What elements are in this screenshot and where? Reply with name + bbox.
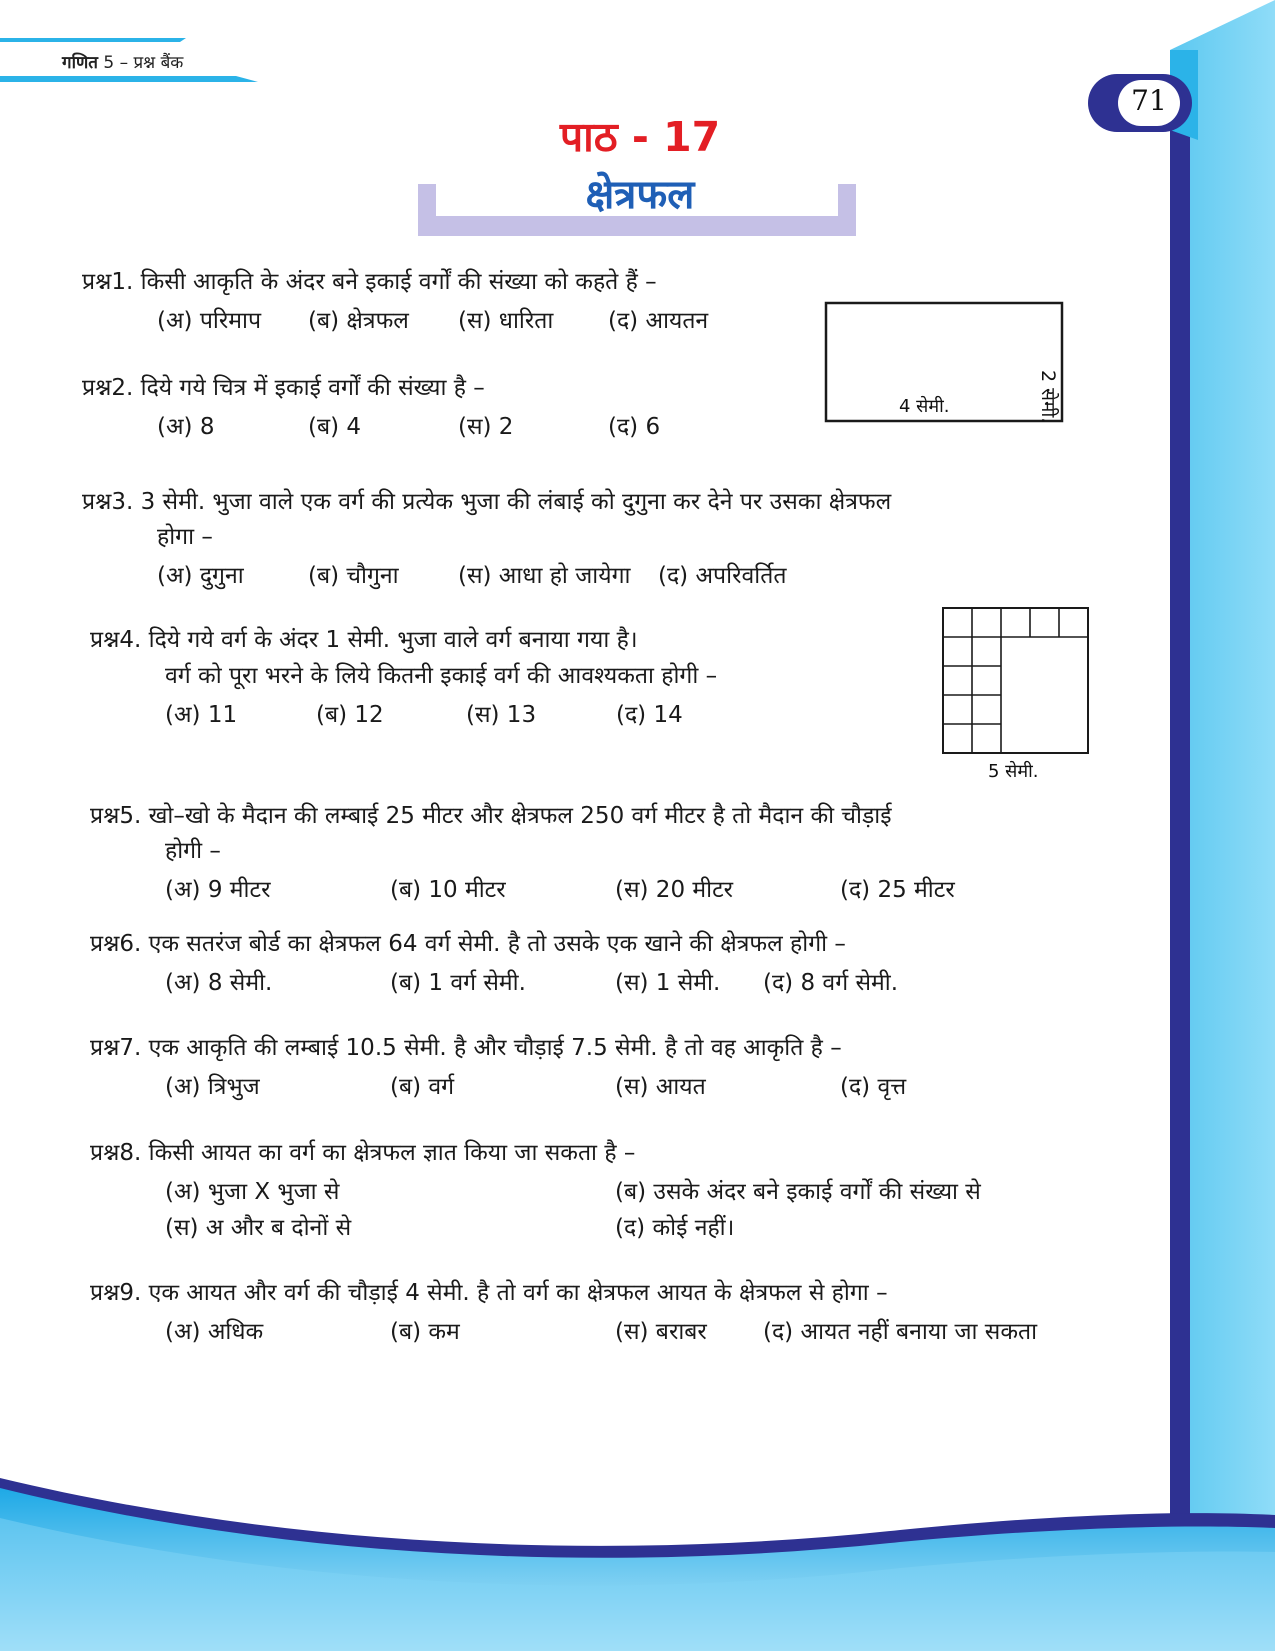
chapter-title: क्षेत्रफल [585, 172, 695, 218]
question-text-continued: होगा – [157, 524, 213, 550]
option: (ब) क्षेत्रफल [308, 308, 409, 334]
option: (ब) 4 [308, 414, 362, 440]
question-number: प्रश्न4. [90, 627, 142, 653]
question-number: प्रश्न9. [90, 1280, 142, 1306]
question-2 [82, 370, 485, 406]
option: (द) वृत्त [840, 1074, 907, 1100]
question-text: दिये गये चित्र में इकाई वर्गों की संख्या है – [140, 375, 485, 401]
option: (अ) भुजा X भुजा से [165, 1179, 340, 1205]
question-number: प्रश्न7. [90, 1035, 142, 1061]
option: (अ) त्रिभुज [165, 1074, 260, 1100]
option: (स) 20 मीटर [615, 877, 734, 903]
chapter-number: पाठ - 17 [559, 113, 721, 161]
option: (स) 2 [458, 414, 514, 440]
option: (ब) चौगुना [308, 563, 399, 589]
option: (अ) अधिक [165, 1319, 264, 1345]
question-text: दिये गये वर्ग के अंदर 1 सेमी. भुजा वाले वर्ग बनाया गया है। [148, 627, 638, 653]
option: (स) अ और ब दोनों से [165, 1215, 352, 1241]
question-text: एक सतरंज बोर्ड का क्षेत्रफल 64 वर्ग सेमी. है तो उसके एक खाने की क्षेत्रफल होगी – [148, 931, 846, 957]
option: (द) आयतन [608, 308, 709, 334]
option: (स) 13 [466, 702, 537, 728]
question-4 [90, 622, 638, 658]
question-1 [82, 264, 657, 300]
question-number: प्रश्न2. [82, 375, 134, 401]
option: (स) आयत [615, 1074, 706, 1100]
question-8 [90, 1135, 635, 1171]
option: (ब) 12 [316, 702, 384, 728]
question-number: प्रश्न5. [90, 803, 142, 829]
option: (ब) वर्ग [390, 1074, 455, 1100]
question-text-continued: वर्ग को पूरा भरने के लिये कितनी इकाई वर्ग की आवश्यकता होगी – [165, 663, 718, 689]
option: (द) कोई नहीं। [615, 1215, 735, 1241]
option: (स) धारिता [458, 308, 554, 334]
question-9 [90, 1275, 888, 1311]
option: (स) आधा हो जायेगा [458, 563, 631, 589]
option: (द) 14 [616, 702, 683, 728]
option: (ब) 10 मीटर [390, 877, 506, 903]
question-text: 3 सेमी. भुजा वाले एक वर्ग की प्रत्येक भुजा की लंबाई को दुगुना कर देने पर उसका क्षेत्रफल [140, 489, 892, 515]
option: (ब) कम [390, 1319, 460, 1345]
grid-square-side-label: 5 सेमी. [988, 761, 1039, 782]
option: (ब) उसके अंदर बने इकाई वर्गों की संख्या से [615, 1179, 981, 1205]
option: (द) आयत नहीं बनाया जा सकता [763, 1319, 1038, 1345]
rectangle-length-label: 4 सेमी. [899, 396, 950, 417]
header-subject: गणित [62, 53, 98, 73]
header-class: 5 – प्रश्न बैंक [103, 53, 184, 73]
option: (अ) परिमाप [157, 308, 262, 334]
option: (स) 1 सेमी. [615, 970, 721, 996]
option: (द) 6 [608, 414, 661, 440]
question-number: प्रश्न8. [90, 1140, 142, 1166]
question-number: प्रश्न6. [90, 931, 142, 957]
question-text: किसी आयत का वर्ग का क्षेत्रफल ज्ञात किया जा सकता है – [148, 1140, 636, 1166]
option: (द) अपरिवर्तित [658, 563, 787, 589]
question-number: प्रश्न3. [82, 489, 134, 515]
footer-wave [0, 1440, 1275, 1651]
question-text: खो–खो के मैदान की लम्बाई 25 मीटर और क्षेत्रफल 250 वर्ग मीटर है तो मैदान की चौड़ाई [148, 803, 892, 829]
option: (स) बराबर [615, 1319, 707, 1345]
right-side-decoration [1170, 0, 1275, 1651]
question-text: एक आकृति की लम्बाई 10.5 सेमी. है और चौड़ाई 7.5 सेमी. है तो वह आकृति है – [148, 1035, 842, 1061]
option: (अ) 8 [157, 414, 215, 440]
question-text: एक आयत और वर्ग की चौड़ाई 4 सेमी. है तो वर्ग का क्षेत्रफल आयत के क्षेत्रफल से होगा – [148, 1280, 888, 1306]
running-header [62, 50, 183, 73]
page-number: 71 [1131, 84, 1167, 117]
option: (द) 25 मीटर [840, 877, 955, 903]
option: (अ) 11 [165, 702, 238, 728]
option: (ब) 1 वर्ग सेमी. [390, 970, 526, 996]
grid-square-figure [940, 605, 1092, 757]
option: (अ) 8 सेमी. [165, 970, 273, 996]
question-7 [90, 1030, 842, 1066]
question-6 [90, 926, 846, 962]
option: (अ) 9 मीटर [165, 877, 271, 903]
question-text-continued: होगी – [165, 838, 221, 864]
option: (अ) दुगुना [157, 563, 244, 589]
option: (द) 8 वर्ग सेमी. [763, 970, 899, 996]
question-number: प्रश्न1. [82, 269, 134, 295]
rectangle-width-label: 2 सेमी. [1037, 370, 1059, 424]
question-5 [90, 798, 892, 834]
question-3 [82, 484, 891, 520]
question-text: किसी आकृति के अंदर बने इकाई वर्गों की संख्या को कहते हैं – [140, 269, 657, 295]
